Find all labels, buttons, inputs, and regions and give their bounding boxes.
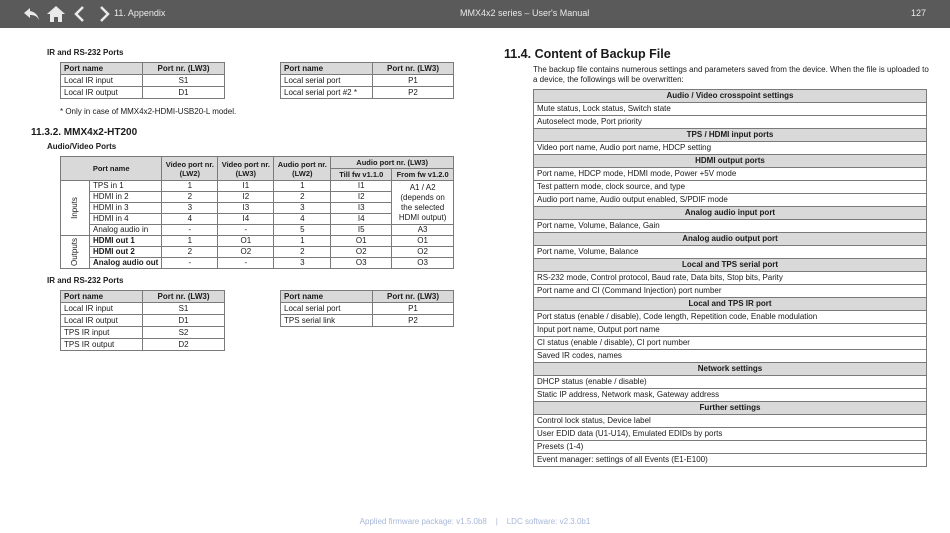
table-cell: TPS IR input — [61, 327, 143, 339]
nav-icons — [22, 5, 114, 23]
backup-intro-text: The backup file contains numerous settings and parameters saved from the device. When the file is uploaded to a device, the followings will be overwritten: — [533, 65, 929, 84]
backup-content-table — [533, 89, 927, 467]
audio-video-ports-table — [60, 156, 454, 269]
table-cell: Event manager: settings of all Events (E1-E100) — [534, 454, 927, 467]
ir-ports-table-1 — [60, 62, 225, 99]
table-row — [61, 339, 225, 351]
table-row — [61, 225, 454, 236]
table-cell: O2 — [218, 247, 274, 258]
table-cell: - — [162, 258, 218, 269]
table-row — [534, 389, 927, 402]
table-cell: 5 — [274, 225, 331, 236]
table-row — [534, 376, 927, 389]
section-header-row — [534, 402, 927, 415]
section-header-cell: Network settings — [534, 363, 927, 376]
section-header-row — [534, 298, 927, 311]
col-header: Audio port nr. (LW3) — [331, 157, 454, 169]
table-cell: O1 — [218, 236, 274, 247]
table-cell: I4 — [218, 214, 274, 225]
chapter-title: 11. Appendix — [114, 8, 166, 18]
section-heading-11-3-2: 11.3.2. MMX4x2-HT200 — [31, 127, 138, 138]
table-cell: Saved IR codes, names — [534, 350, 927, 363]
table-row — [61, 303, 225, 315]
section-header-row — [534, 259, 927, 272]
table-cell: S1 — [143, 75, 225, 87]
document-title: MMX4x2 series – User's Manual — [460, 8, 590, 18]
table-cell: 2 — [274, 192, 331, 203]
table-row — [281, 303, 454, 315]
col-header: Port name — [61, 291, 143, 303]
table-row — [281, 75, 454, 87]
footer — [0, 517, 950, 526]
col-header: Video port nr. (LW2) — [162, 157, 218, 181]
table-cell: Port name, Volume, Balance — [534, 246, 927, 259]
table-cell: HDMI out 1 — [90, 236, 162, 247]
table-cell: I2 — [218, 192, 274, 203]
table-cell: Port status (enable / disable), Code length, Repetition code, Enable modulation — [534, 311, 927, 324]
table-row — [534, 324, 927, 337]
next-icon[interactable] — [94, 5, 114, 23]
table-row — [61, 87, 225, 99]
table-row — [61, 236, 454, 247]
table-cell: 1 — [162, 181, 218, 192]
table-cell: RS-232 mode, Control protocol, Baud rate, Data bits, Stop bits, Parity — [534, 272, 927, 285]
table-cell: Analog audio in — [90, 225, 162, 236]
ldc-version: LDC software: v2.3.0b1 — [506, 517, 591, 526]
table-cell: P1 — [373, 75, 454, 87]
section-header-row — [534, 129, 927, 142]
col-header: Port nr. (LW3) — [373, 291, 454, 303]
section-header-cell: Local and TPS serial port — [534, 259, 927, 272]
table-cell: I4 — [331, 214, 392, 225]
table-cell: TPS serial link — [281, 315, 373, 327]
col-header: Video port nr. (LW3) — [218, 157, 274, 181]
col-header: Audio port nr. (LW2) — [274, 157, 331, 181]
firmware-version: Applied firmware package: v1.5.0b8 — [359, 517, 487, 526]
table-row — [534, 168, 927, 181]
table-cell: Video port name, Audio port name, HDCP setting — [534, 142, 927, 155]
section-header-cell: Local and TPS IR port — [534, 298, 927, 311]
table-row — [534, 116, 927, 129]
table-cell: Autoselect mode, Port priority — [534, 116, 927, 129]
col-header: Port name — [61, 63, 143, 75]
table-cell: I1 — [331, 181, 392, 192]
table-cell: TPS in 1 — [90, 181, 162, 192]
table-cell: D2 — [143, 339, 225, 351]
table-cell: - — [218, 225, 274, 236]
table-cell: S2 — [143, 327, 225, 339]
serial-ports-table-2 — [280, 290, 454, 327]
table-row — [534, 415, 927, 428]
section-header-cell: Analog audio output port — [534, 233, 927, 246]
table-row — [534, 337, 927, 350]
table-cell: I1 — [218, 181, 274, 192]
table-cell: Local IR output — [61, 315, 143, 327]
table-cell: - — [218, 258, 274, 269]
section-header-cell: TPS / HDMI input ports — [534, 129, 927, 142]
header-bar — [0, 0, 950, 28]
col-header: Port name — [61, 157, 162, 181]
col-header: Port name — [281, 63, 373, 75]
table-cell: Local IR input — [61, 303, 143, 315]
table-cell: O2 — [331, 247, 392, 258]
section-header-cell: Further settings — [534, 402, 927, 415]
audio-video-heading: Audio/Video Ports — [47, 142, 117, 151]
table-cell: P2 — [373, 315, 454, 327]
table-cell: I2 — [331, 192, 392, 203]
table-cell: HDMI in 3 — [90, 203, 162, 214]
table-row — [534, 350, 927, 363]
table-cell: Input port name, Output port name — [534, 324, 927, 337]
table-cell: 4 — [162, 214, 218, 225]
table-cell: User EDID data (U1-U14), Emulated EDIDs by ports — [534, 428, 927, 441]
model-footnote: * Only in case of MMX4x2-HDMI-USB20-L model. — [60, 107, 237, 116]
table-cell: Local IR output — [61, 87, 143, 99]
table-cell: 4 — [274, 214, 331, 225]
table-row — [281, 315, 454, 327]
table-cell: Control lock status, Device label — [534, 415, 927, 428]
col-header: Port nr. (LW3) — [143, 291, 225, 303]
table-cell: HDMI in 2 — [90, 192, 162, 203]
col-header: From fw v1.2.0 — [392, 169, 454, 181]
section-header-cell: HDMI output ports — [534, 155, 927, 168]
section-header-row — [534, 207, 927, 220]
serial-ports-table-1 — [280, 62, 454, 99]
table-row — [534, 311, 927, 324]
table-row — [534, 181, 927, 194]
table-cell: O3 — [392, 258, 454, 269]
table-cell: 1 — [274, 181, 331, 192]
col-header: Port nr. (LW3) — [143, 63, 225, 75]
section-header-cell: Audio / Video crosspoint settings — [534, 90, 927, 103]
table-row — [534, 441, 927, 454]
table-cell: Local serial port — [281, 303, 373, 315]
table-cell: Port name and CI (Command Injection) port number — [534, 285, 927, 298]
table-cell: D1 — [143, 87, 225, 99]
table-cell: CI status (enable / disable), CI port number — [534, 337, 927, 350]
table-row — [61, 315, 225, 327]
col-header: Till fw v1.1.0 — [331, 169, 392, 181]
table-cell: 2 — [274, 247, 331, 258]
table-cell: 2 — [162, 247, 218, 258]
section-header-cell: Analog audio input port — [534, 207, 927, 220]
table-cell: O1 — [392, 236, 454, 247]
table-row — [534, 220, 927, 233]
section-header-row — [534, 155, 927, 168]
table-row — [61, 327, 225, 339]
table-cell: Presets (1-4) — [534, 441, 927, 454]
table-cell: I3 — [331, 203, 392, 214]
table-row — [534, 246, 927, 259]
table-cell: Test pattern mode, clock source, and type — [534, 181, 927, 194]
table-cell: 2 — [162, 192, 218, 203]
table-row — [534, 103, 927, 116]
table-row — [61, 75, 225, 87]
previous-icon[interactable] — [70, 5, 90, 23]
table-row — [281, 87, 454, 99]
table-row — [534, 194, 927, 207]
col-header: Port name — [281, 291, 373, 303]
merged-note-cell: A1 / A2 (depends on the selected HDMI output) — [392, 181, 454, 225]
table-cell: TPS IR output — [61, 339, 143, 351]
ir-rs232-heading-2: IR and RS-232 Ports — [47, 276, 124, 285]
section-header-row — [534, 363, 927, 376]
col-header: Port nr. (LW3) — [373, 63, 454, 75]
table-cell: I5 — [331, 225, 392, 236]
table-cell: 3 — [162, 203, 218, 214]
table-cell: 3 — [274, 203, 331, 214]
table-cell: Local IR input — [61, 75, 143, 87]
table-cell: - — [162, 225, 218, 236]
table-row — [534, 428, 927, 441]
table-row — [534, 454, 927, 467]
table-cell: A3 — [392, 225, 454, 236]
table-cell: I3 — [218, 203, 274, 214]
table-row — [534, 142, 927, 155]
undo-back-icon[interactable] — [22, 5, 42, 23]
section-header-row — [534, 90, 927, 103]
table-row — [61, 258, 454, 269]
ir-rs232-heading-1: IR and RS-232 Ports — [47, 48, 124, 57]
outputs-group-label: Outputs — [61, 236, 90, 269]
table-row — [534, 272, 927, 285]
table-cell: Mute status, Lock status, Switch state — [534, 103, 927, 116]
footer-separator: | — [495, 517, 498, 526]
table-cell: Port name, HDCP mode, HDMI mode, Power +5V mode — [534, 168, 927, 181]
table-cell: D1 — [143, 315, 225, 327]
table-cell: HDMI in 4 — [90, 214, 162, 225]
ir-ports-table-2 — [60, 290, 225, 351]
table-cell: DHCP status (enable / disable) — [534, 376, 927, 389]
table-cell: Analog audio out — [90, 258, 162, 269]
home-icon[interactable] — [46, 5, 66, 23]
section-heading-11-4: 11.4. Content of Backup File — [504, 47, 671, 61]
table-cell: 1 — [274, 236, 331, 247]
table-cell: P1 — [373, 303, 454, 315]
table-cell: Local serial port — [281, 75, 373, 87]
table-cell: Static IP address, Network mask, Gateway address — [534, 389, 927, 402]
table-cell: S1 — [143, 303, 225, 315]
table-cell: P2 — [373, 87, 454, 99]
table-cell: Local serial port #2 * — [281, 87, 373, 99]
table-cell: Port name, Volume, Balance, Gain — [534, 220, 927, 233]
table-cell: 1 — [162, 236, 218, 247]
section-header-row — [534, 233, 927, 246]
table-row — [61, 181, 454, 192]
table-row — [61, 247, 454, 258]
inputs-group-label: Inputs — [61, 181, 90, 236]
table-cell: HDMI out 2 — [90, 247, 162, 258]
page-number: 127 — [910, 8, 926, 18]
table-cell: 3 — [274, 258, 331, 269]
table-cell: O2 — [392, 247, 454, 258]
table-cell: O1 — [331, 236, 392, 247]
table-cell: Audio port name, Audio output enabled, S/PDIF mode — [534, 194, 927, 207]
table-row — [534, 285, 927, 298]
table-cell: O3 — [331, 258, 392, 269]
